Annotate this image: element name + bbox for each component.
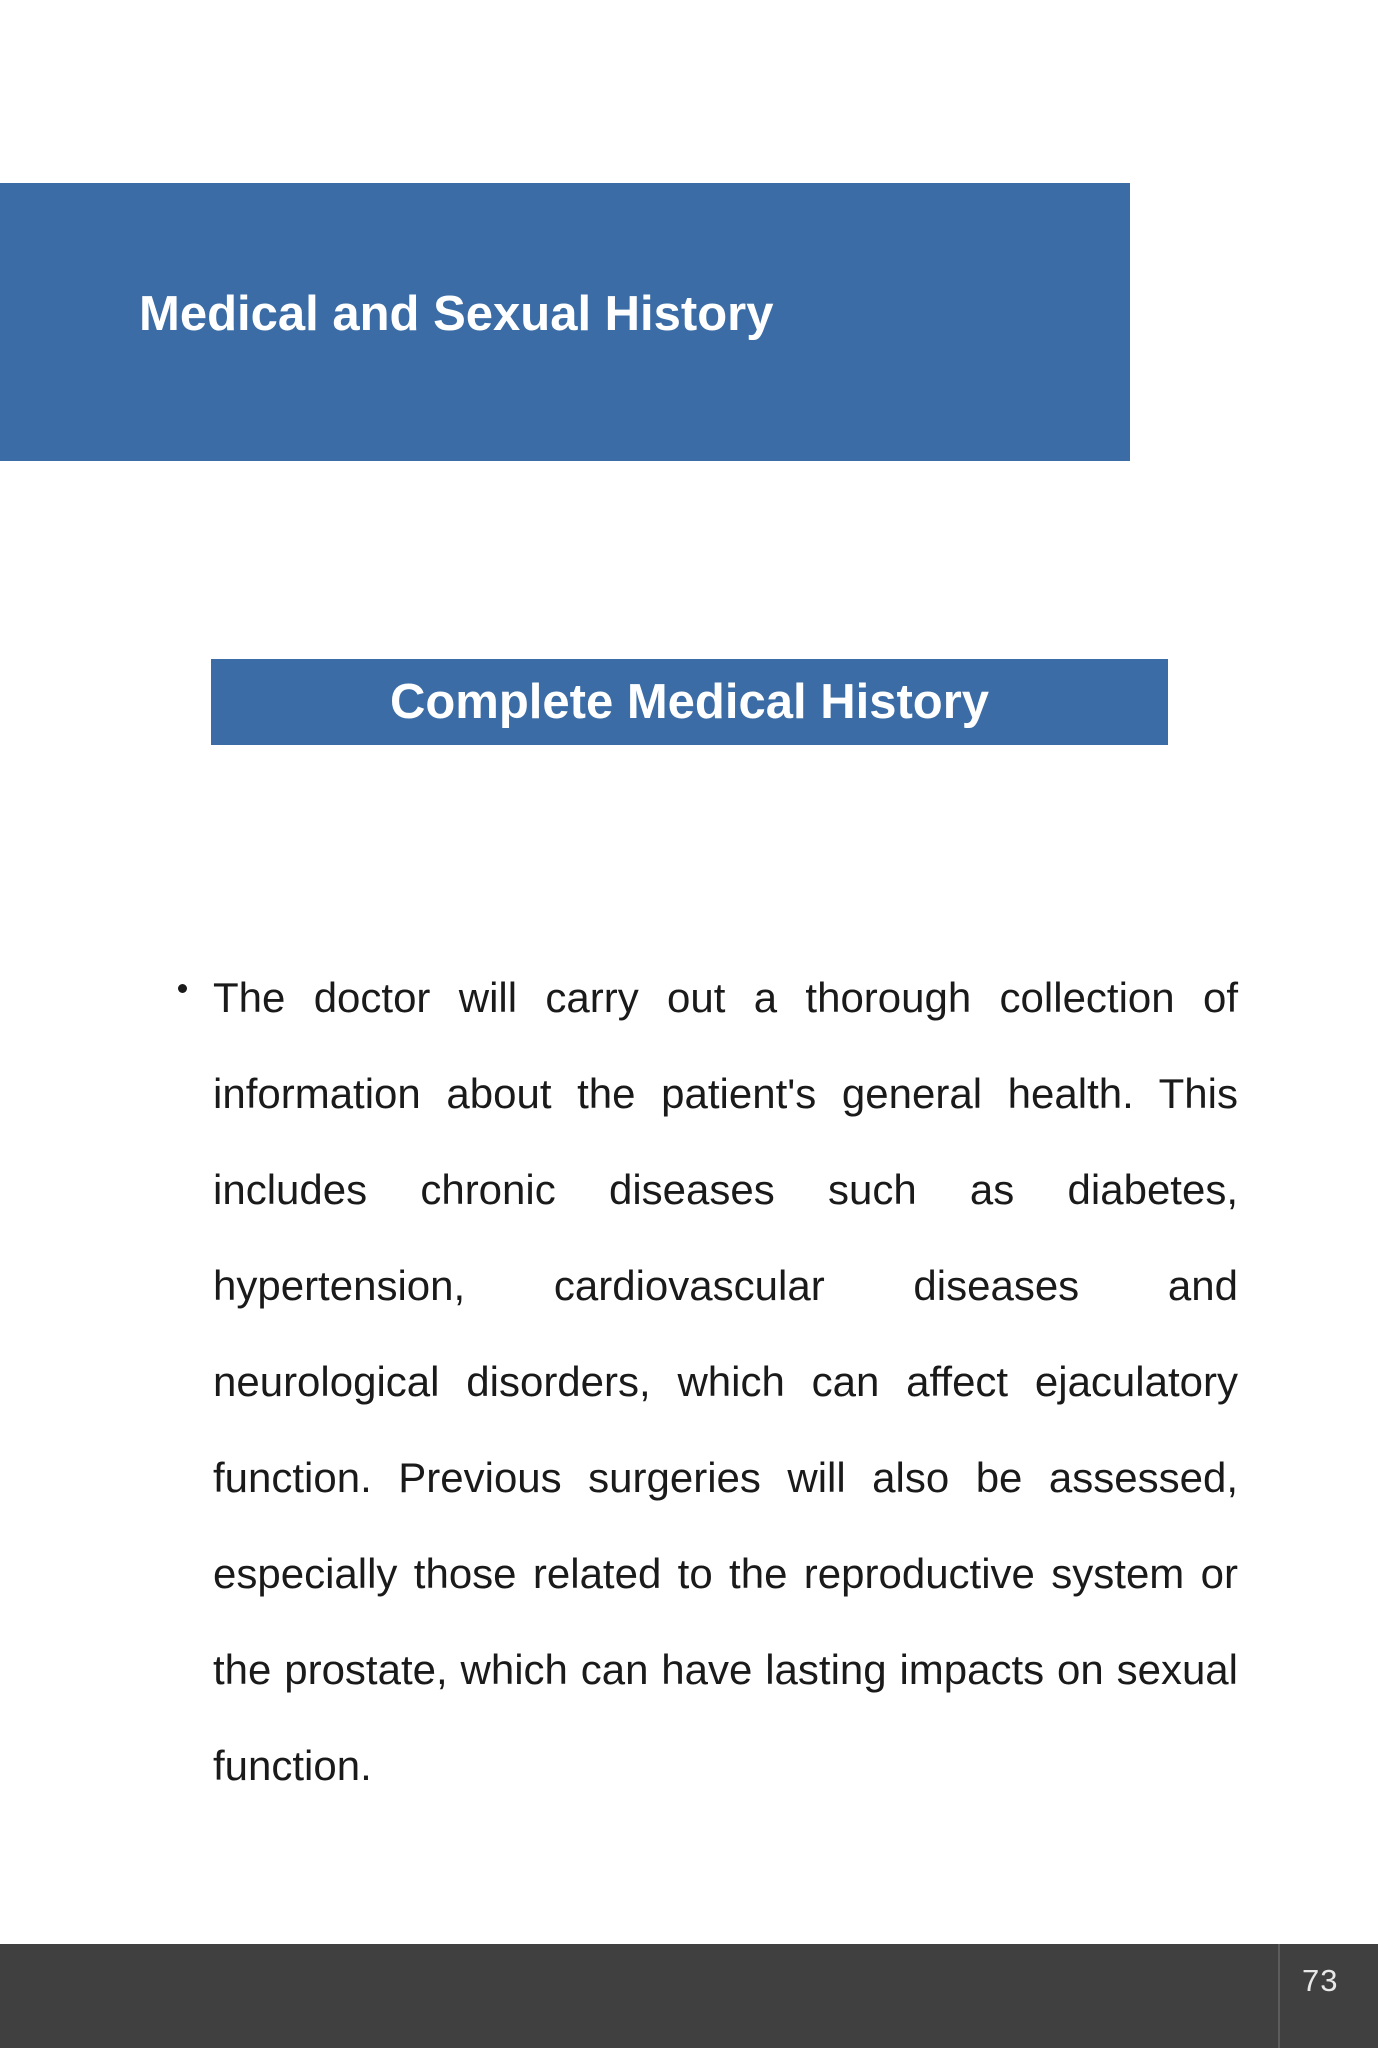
bullet-text: The doctor will carry out a thorough collection of information about the patient's general health. This includes chronic diseases such as diabetes, hypertension, cardiovascular diseases and neurological disorders, which can affect ejaculatory function. Previous surgeries will also be assessed, especially those related to the reproductive system or the prostate, which can have lasting impacts on sexual function. bbox=[213, 974, 1238, 1789]
section-header-box bbox=[211, 659, 1168, 745]
page-number-box bbox=[1278, 1944, 1378, 2048]
chapter-title: Medical and Sexual History bbox=[139, 287, 774, 341]
bullet-icon bbox=[178, 984, 187, 993]
page-number: 73 bbox=[1302, 1963, 1339, 1998]
section-title: Complete Medical History bbox=[389, 675, 990, 729]
footer-bar bbox=[0, 1944, 1378, 2048]
